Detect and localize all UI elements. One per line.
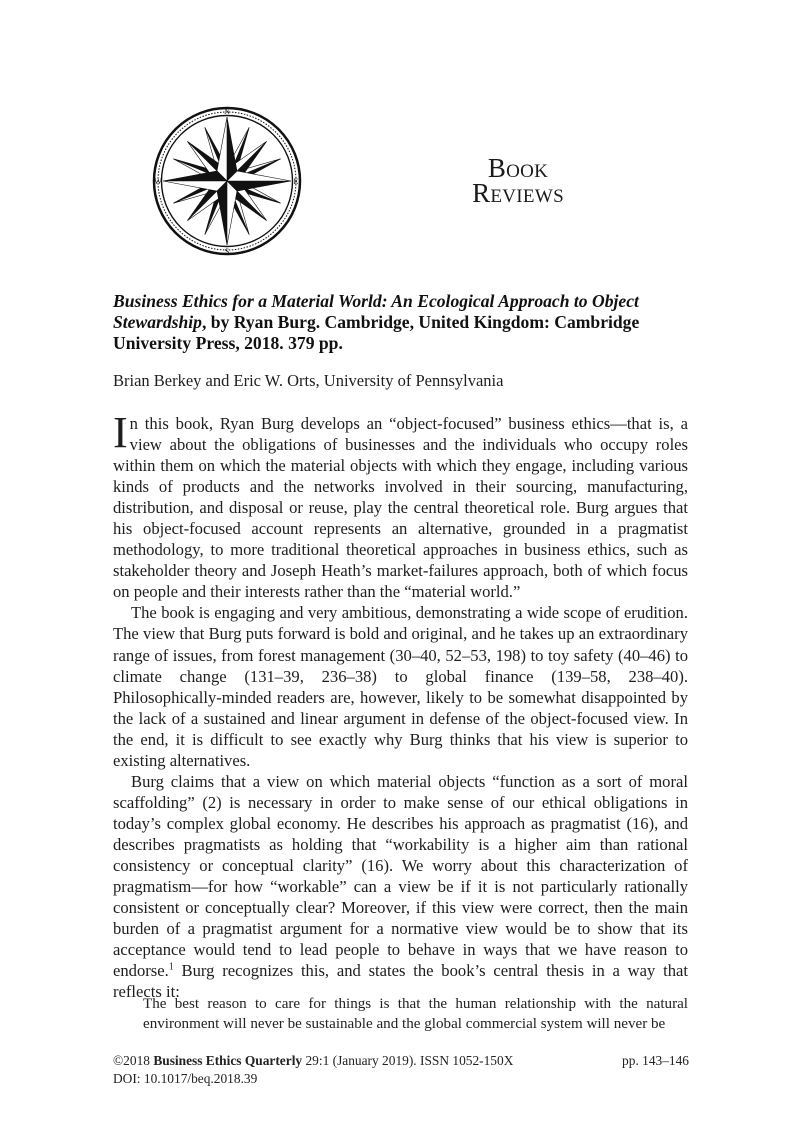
book-title: Business Ethics for a Material World: An Ecological Approach to Object Stewardship (113, 291, 639, 332)
review-authors: Brian Berkey and Eric W. Orts, University of Pennsylvania (113, 371, 504, 390)
section-title-line2: Reviews (472, 178, 564, 208)
footnote-marker[interactable]: 1 (168, 961, 174, 973)
journal-info: ©2018 Business Ethics Quarterly 29:1 (January 2019). ISSN 1052-150X (113, 1053, 514, 1068)
svg-text:E: E (293, 177, 299, 186)
journal-name: Business Ethics Quarterly (153, 1053, 303, 1068)
paragraph-3: Burg claims that a view on which material objects “function as a sort of moral scaffolding” (2) is necessary in order to make sense of our ethical obligations in today’s complex global economy. He describes his approach as pragmatist (16), and describes pragmatists as holding that “workability is a higher aim than rational consistency or conceptual clarity” (16). We worry about this characterization of pragmatism—for how “workable” can a view be if it is not particularly rationally consistent or conceptually clear? Moreover, if this view were correct, then the main burden of a pragmatist argument for a normative view would be to show that its acceptance would tend to lead people to behave in ways that we have reason to endorse.$^1$ Burg recognizes this, and states the book’s central thesis in a way that reflects it: (113, 771, 688, 1002)
review-body (113, 408, 688, 1002)
paragraph-2: The book is engaging and very ambitious, demonstrating a wide scope of erudition. The view that Burg puts forward is bold and original, and he takes up an extraordinary range of issues, from forest management (30–40, 52–53, 198) to toy safety (40–46) to climate change (131–39, 236–38) to global finance (139–58, 238–40). Philosophically-minded readers are, however, likely to be somewhat disappointed by the lack of a sustained and linear argument in defense of the object-focused view. In the end, it is difficult to see exactly why Burg thinks that his view is superior to existing alternatives. (113, 603, 688, 770)
block-quote: The best reason to care for things is that the human relationship with the natural environment will never be sustainable and the global commercial system will never be (143, 996, 688, 1032)
citation-details: , by Ryan Burg. Cambridge, United Kingdom: Cambridge University Press, 2018. 379 pp. (113, 312, 640, 353)
page-range: pp. 143–146 (622, 1053, 689, 1068)
page-footer (113, 1052, 689, 1088)
doi[interactable]: DOI: 10.1017/beq.2018.39 (113, 1071, 258, 1086)
svg-text:N: N (224, 107, 230, 116)
drop-cap: I (113, 408, 128, 457)
svg-text:S: S (224, 247, 230, 256)
paragraph-1: In this book, Ryan Burg develops an “object-focused” business ethics—that is, a view about the obligations of businesses and the individuals who occupy roles within them on which the material objects with which they engage, including various kinds of products and the networks involved in their sourcing, manufacturing, distribution, and disposal or reuse, play the central theoretical role. Burg argues that his object-focused account represents an alternative, grounded in a pragmatist methodology, to more traditional theoretical approaches in business ethics, such as stakeholder theory and Joseph Heath’s market-failures approach, both of which focus on people and their interests rather than the “material world.” (113, 408, 688, 602)
section-title (430, 153, 606, 208)
compass-rose-icon (152, 106, 302, 256)
book-citation (113, 291, 689, 354)
svg-text:W: W (154, 177, 162, 186)
section-title-line1: Book (487, 153, 549, 183)
compass-rose-emblem (152, 106, 302, 256)
